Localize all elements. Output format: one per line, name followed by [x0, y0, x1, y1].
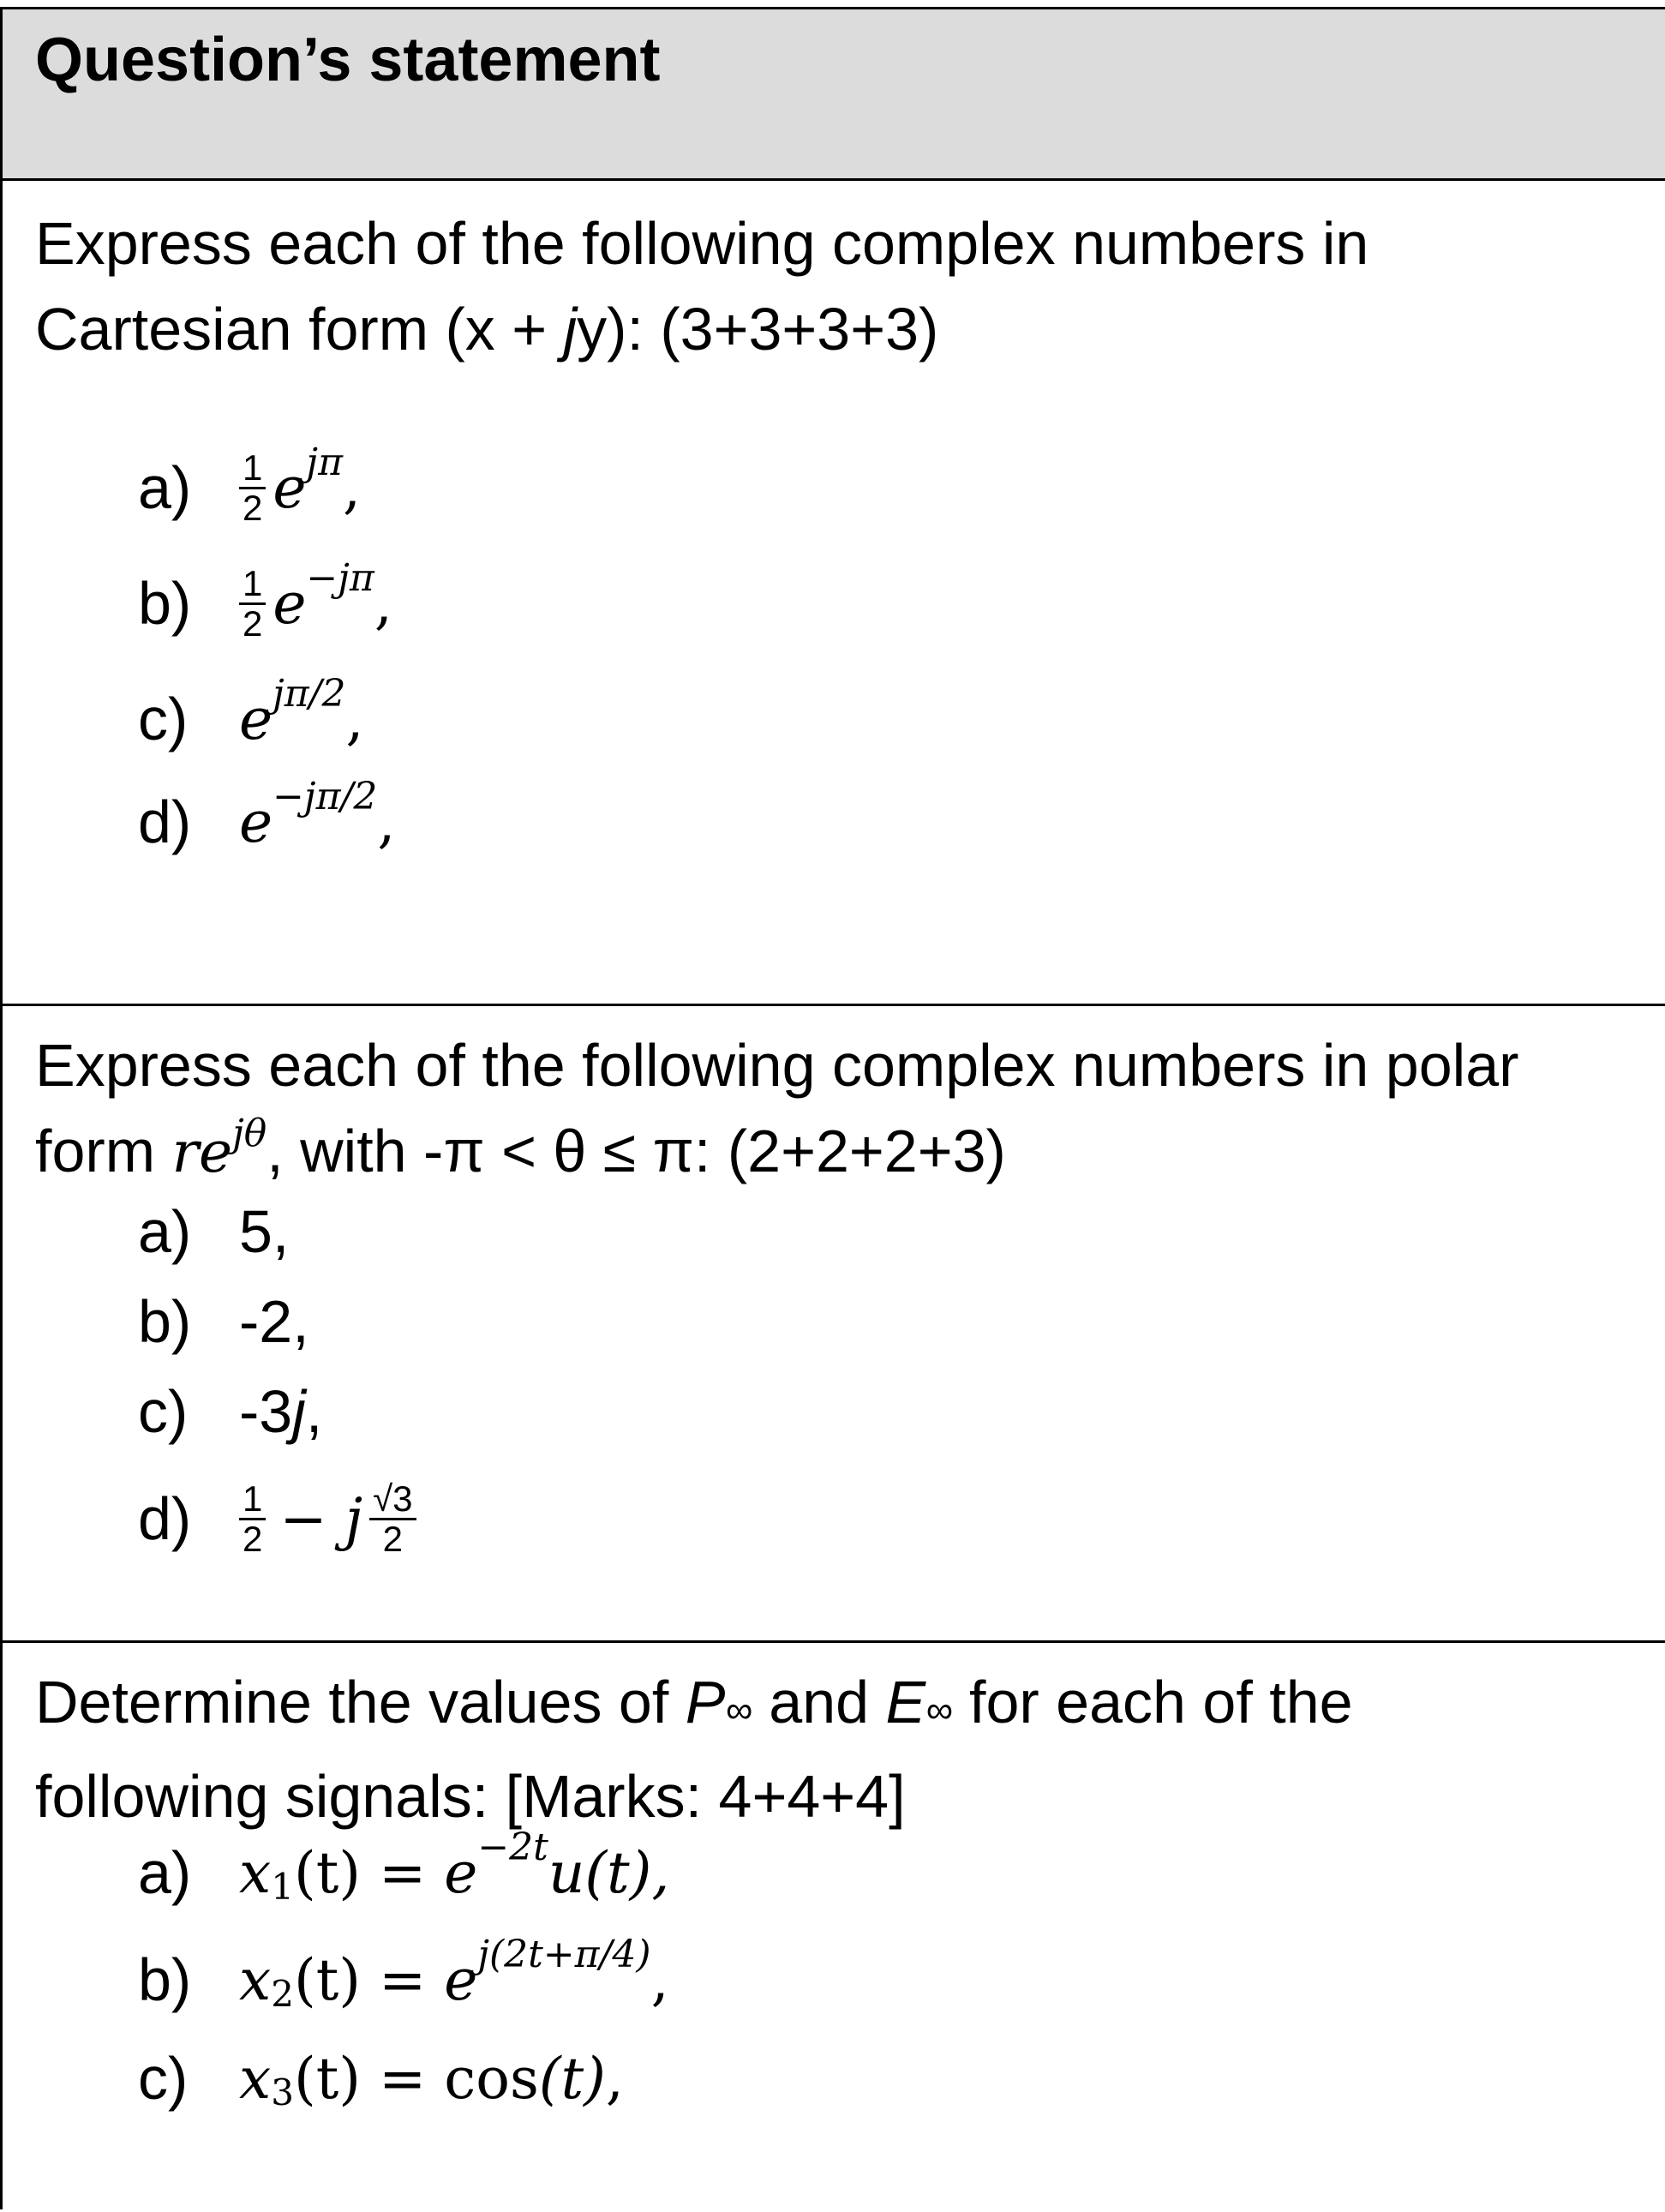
q3-stem-line2: following signals: [Marks: 4+4+4]: [35, 1763, 906, 1830]
q1-stem-line1: Express each of the following complex numbers in: [35, 210, 1369, 277]
question-1: [3, 183, 1665, 1006]
question-3: [3, 1646, 1665, 2212]
q2-item-a: a) 5,: [138, 1198, 290, 1265]
q2-item-c: c) -3 j ,: [138, 1378, 323, 1445]
q2-stem-line2: form $re^{j\theta}$, with -π < θ ≤ π: (2+2+2+3): [35, 1112, 1006, 1185]
q1-item-b: b) $\frac{1}{2}$ e −jπ ,: [138, 555, 392, 644]
q3-item-a: a) x 1 (t) = e −2t u(t),: [138, 1825, 670, 1908]
header-title: Question’s statement: [35, 26, 661, 94]
q3-stem-line1: Determine the values of P∞ and E∞ for each of the: [35, 1669, 1353, 1735]
q2-item-d: d) $\frac{1}{2}$ − j $\frac{√3}{2}$: [138, 1472, 423, 1566]
question-2: [3, 1009, 1665, 1643]
q2-stem: [35, 1022, 1646, 1202]
header-row: [3, 9, 1665, 181]
q3-item-b: b) x 2 (t) = e j(2t+π/4) ,: [138, 1932, 669, 2015]
question-table: [0, 7, 1665, 2209]
q1-stem: [35, 201, 1646, 372]
q2-stem-line1: Express each of the following complex numbers in polar: [35, 1032, 1519, 1099]
q1-item-c: c) e jπ/2 ,: [138, 671, 364, 752]
q3-item-c: c) x 3 (t) = cos (t) ,: [138, 2045, 624, 2113]
q2-item-b: b) -2,: [138, 1288, 309, 1355]
q3-stem: [35, 1659, 1646, 1839]
q1-item-d: d) e −jπ/2 ,: [138, 774, 396, 855]
q1-stem-line2: Cartesian form (x + jy): (3+3+3+3): [35, 296, 939, 363]
q1-item-a: a) $\frac{1}{2}$ e jπ ,: [138, 440, 361, 528]
